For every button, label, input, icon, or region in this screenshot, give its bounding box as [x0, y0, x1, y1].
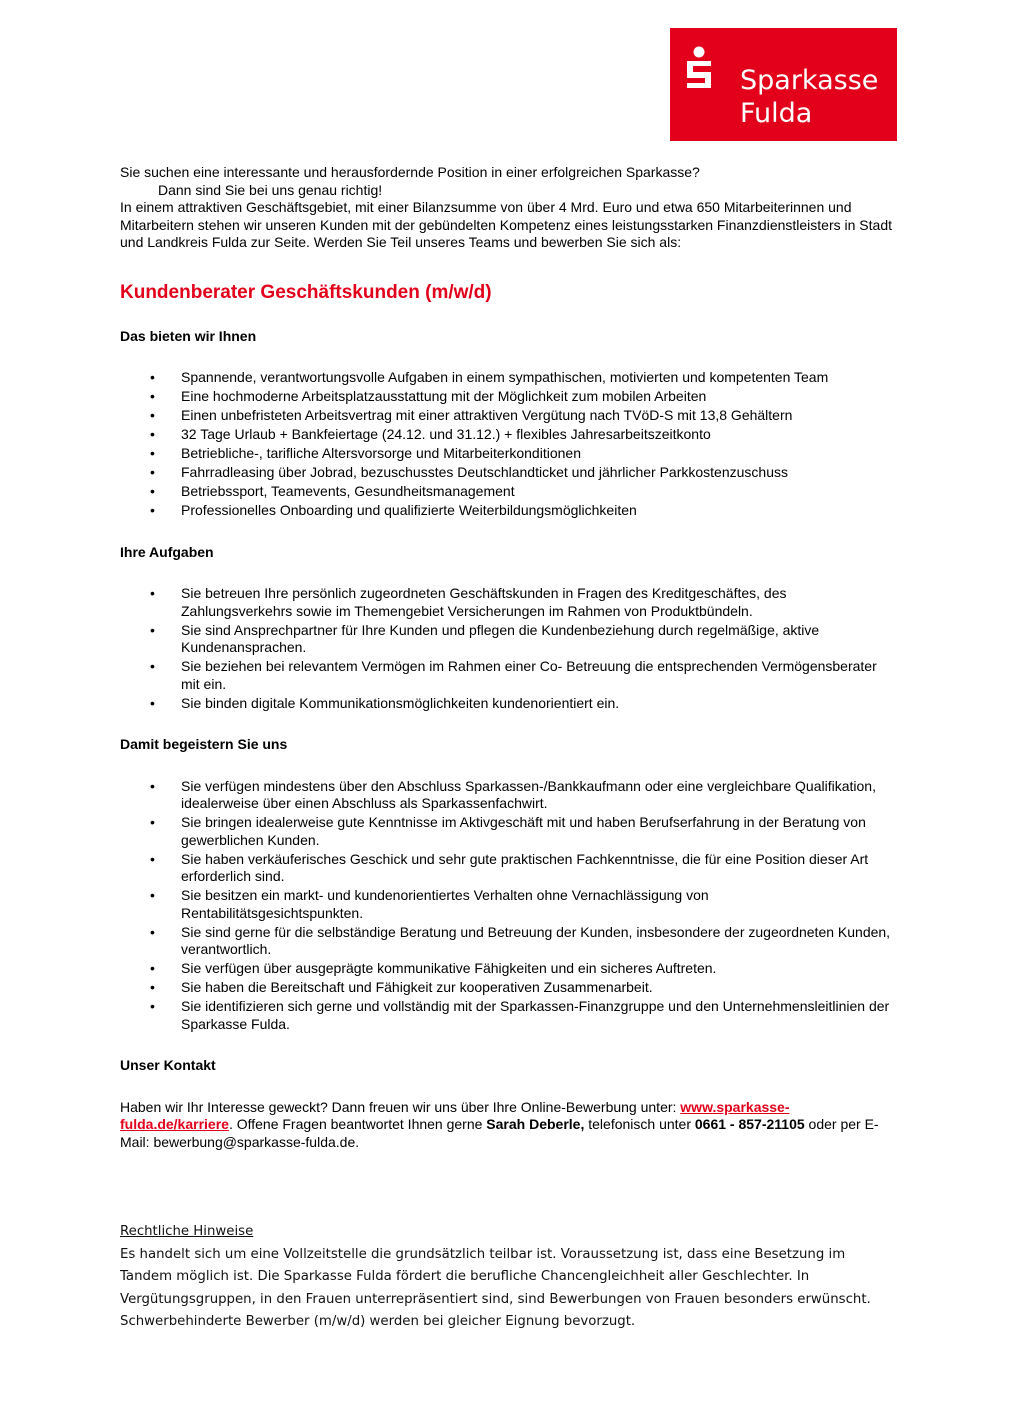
section-heading-offer: Das bieten wir Ihnen	[120, 327, 257, 344]
tasks-list	[120, 585, 892, 712]
contact-text	[120, 1099, 892, 1152]
intro	[120, 164, 892, 252]
legal-heading: Rechtliche Hinweise	[120, 1224, 254, 1239]
logo-line-2: Fulda	[740, 98, 813, 129]
list-item: • Sie sind Ansprechpartner für Ihre Kunden und pflegen die Kundenbeziehung durch regelmäßige, aktive Kundenansprachen.	[120, 622, 892, 657]
list-item: • Sie besitzen ein markt- und kundenorientiertes Verhalten ohne Vernachlässigung von Rentabilitätsgesichtspunkten.	[120, 887, 892, 922]
list-item: • Sie betreuen Ihre persönlich zugeordneten Geschäftskunden in Fragen des Kreditgeschäftes, des Zahlungsverkehrs sowie im Themengebiet Versicherungen im Rahmen von Produktbündeln.	[120, 585, 892, 620]
intro-text-b: Dann sind Sie bei uns genau richtig!	[158, 181, 383, 198]
intro-text-a: Sie suchen eine interessante und herausfordernde Position in einer erfolgreichen Sparkasse?	[120, 164, 700, 180]
offer-list	[120, 369, 892, 520]
list-item: • Fahrradleasing über Jobrad, bezuschusstes Deutschlandticket und jährlicher Parkkostenzuschuss	[120, 464, 892, 482]
job-title: Kundenberater Geschäftskunden (m/w/d)	[120, 281, 492, 303]
list-item: • 32 Tage Urlaub + Bankfeiertage (24.12. und 31.12.) + flexibles Jahresarbeitszeitkonto	[120, 426, 892, 444]
list-item: • Sie verfügen mindestens über den Abschluss Sparkassen-/Bankkaufmann oder eine vergleichbare Qualifikation, idealerweise über einen Abschluss als Sparkassenfachwirt.	[120, 778, 892, 813]
career-link[interactable]: www.sparkasse-fulda.de/karriere	[120, 1098, 790, 1132]
list-item: • Professionelles Onboarding und qualifizierte Weiterbildungsmöglichkeiten	[120, 502, 892, 520]
logo-line-1: Sparkasse	[740, 65, 879, 96]
list-item: • Spannende, verantwortungsvolle Aufgaben in einem sympathischen, motivierten und kompetenten Team	[120, 369, 892, 387]
list-item: • Sie haben die Bereitschaft und Fähigkeit zur kooperativen Zusammenarbeit.	[120, 979, 892, 997]
list-item: • Sie beziehen bei relevantem Vermögen im Rahmen einer Co- Betreuung die entsprechenden Vermögensberater mit ein.	[120, 658, 892, 693]
job-posting	[120, 164, 892, 1151]
logo-text	[740, 64, 878, 130]
list-item: • Eine hochmoderne Arbeitsplatzausstattung mit der Möglichkeit zum mobilen Arbeiten	[120, 388, 892, 406]
sparkasse-s-icon	[686, 46, 712, 104]
list-item: • Betriebssport, Teamevents, Gesundheitsmanagement	[120, 483, 892, 501]
list-item: • Betriebliche-, tarifliche Altersvorsorge und Mitarbeiterkonditionen	[120, 445, 892, 463]
section-heading-profile: Damit begeistern Sie uns	[120, 736, 288, 752]
section-heading-contact: Unser Kontakt	[120, 1057, 216, 1073]
list-item: • Einen unbefristeten Arbeitsvertrag mit einer attraktiven Vergütung nach TVöD-S mit 13,8 Gehältern	[120, 407, 892, 425]
intro-paragraph-2: In einem attraktiven Geschäftsgebiet, mit einer Bilanzsumme von über 4 Mrd. Euro und etwa 650 Mitarbeiterinnen und Mitarbeitern stehen wir unseren Kunden mit der gebündelten Kompetenz eines leistungsstarken Finanzdienstleisters in Stadt und Landkreis Fulda zur Seite. Werden Sie Teil unseres Teams und bewerben Sie sich als:	[120, 199, 892, 250]
contact-text-b: . Offene Fragen beantwortet Ihnen gerne	[228, 1116, 487, 1132]
contact-text-a: Haben wir Ihr Interesse geweckt? Dann freuen wir uns über Ihre Online-Bewerbung unter:	[120, 1098, 681, 1115]
list-item: • Sie bringen idealerweise gute Kenntnisse im Aktivgeschäft mit und haben Berufserfahrung in der Beratung von gewerblichen Kunden.	[120, 814, 892, 849]
contact-person: Sarah Deberle,	[486, 1116, 585, 1132]
contact-text-d: oder per E-Mail: bewerbung@sparkasse-fulda.de.	[120, 1116, 879, 1150]
list-item: • Sie sind gerne für die selbständige Beratung und Betreuung der Kunden, insbesondere der zugeordneten Kunden, verantwortlich.	[120, 924, 892, 959]
legal-text: Es handelt sich um eine Vollzeitstelle die grundsätzlich teilbar ist. Voraussetzung ist, dass eine Besetzung im Tandem möglich ist. Die Sparkasse Fulda fördert die berufliche Chancengleichheit aller Geschlechter. In Vergütungsgruppen, in den Frauen unterrepräsentiert sind, sind Bewerbungen von Frauen besonders erwünscht. Schwerbehinderte Bewerber (m/w/d) werden bei gleicher Eignung bevorzugt.	[120, 1246, 871, 1329]
section-heading-tasks: Ihre Aufgaben	[120, 543, 214, 560]
list-item: • Sie binden digitale Kommunikationsmöglichkeiten kundenorientiert ein.	[120, 695, 892, 713]
intro-paragraph-1	[120, 164, 892, 199]
list-item: • Sie verfügen über ausgeprägte kommunikative Fähigkeiten und ein sicheres Auftreten.	[120, 960, 892, 978]
sparkasse-logo	[670, 28, 897, 141]
contact-text-c: telefonisch unter	[584, 1116, 695, 1132]
legal-notes	[120, 1221, 900, 1334]
list-item: • Sie haben verkäuferisches Geschick und sehr gute praktischen Fachkenntnisse, die für eine Position dieser Art erforderlich sind.	[120, 851, 892, 886]
list-item: • Sie identifizieren sich gerne und vollständig mit der Sparkassen-Finanzgruppe und den Unternehmensleitlinien der Sparkasse Fulda.	[120, 998, 892, 1033]
contact-phone: 0661 - 857-21105	[694, 1116, 805, 1132]
profile-list	[120, 778, 892, 1034]
